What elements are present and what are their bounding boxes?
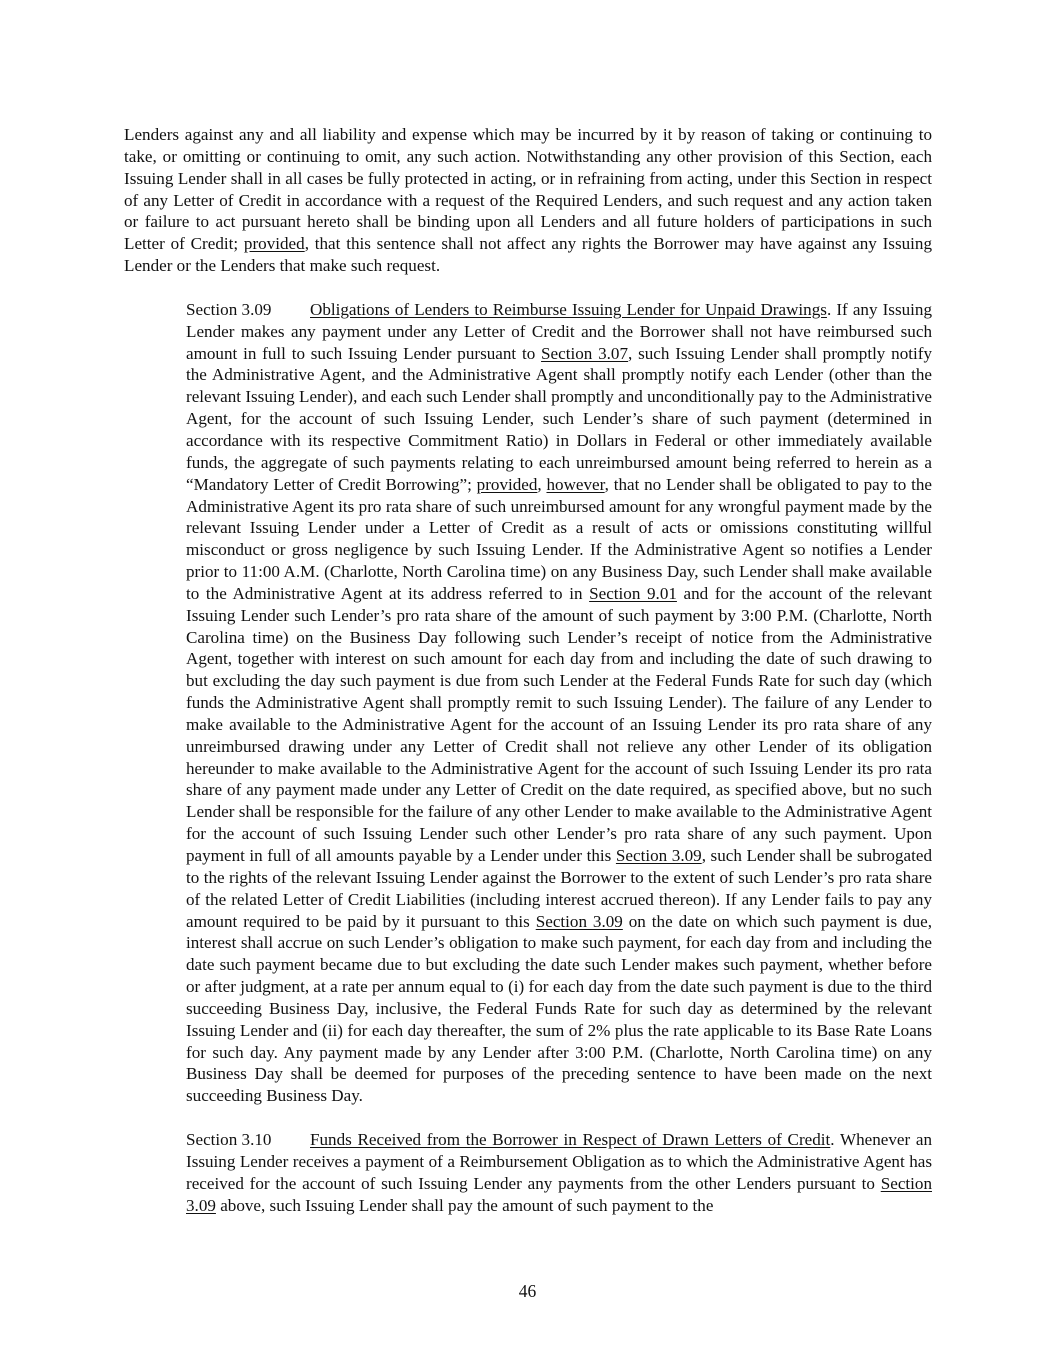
section-text: . Whenever an Issuing Lender receives a payment of a Reimbursement Obligation as to which the Administrative Agent has received for the account of such Issuing Lender any payments from the other Lenders pursuant to <box>186 1130 933 1193</box>
section-text: . If any Issuing Lender makes any payment under any Letter of Credit and the Borrower shall not have reimbursed such amount in full to such Issuing Lender pursuant to <box>186 299 932 363</box>
provided-term: provided <box>243 234 305 254</box>
section-heading: Funds Received from the Borrower in Respect of Drawn Letters of Credit <box>310 1130 831 1150</box>
cross-reference: Section 3.09 <box>615 846 702 865</box>
section-3-09 <box>124 299 932 1107</box>
document-page <box>124 124 932 1217</box>
section-text: , such Lender shall be subrogated to the rights of the relevant Issuing Lender against the Borrower to the extent of such Lender’s pro rata share of the related Letter of Credit Liabilities (including interest accrued thereon). If any Lender fails to pay any amount required to be paid by it pursuant to this <box>186 846 932 931</box>
cross-reference: Section 9.01 <box>589 583 677 603</box>
paragraph-gap <box>124 277 932 299</box>
section-text: on the date on which such payment is due, interest shall accrue on such Lender’s obligation to make such payment, for each day from and including the date such payment became due to but excluding the date such Lender makes such payment, whether before or after judgment, at a rate per annum equal to (i) for each day from the date such payment is due to the third succeeding Business Day, inclusive, the Federal Funds Rate for such day as determined by the relevant Issuing Lender and (ii) for each day thereafter, the sum of 2% plus the rate applicable to its Base Rate Loans for such day. Any payment made by any Lender after 3:00 P.M. (Charlotte, North Carolina time) on any Business Day shall be deemed for purposes of the preceding sentence to have been made on the next succeeding Business Day. <box>186 911 932 1106</box>
cross-reference: Section 3.09 <box>186 1173 932 1215</box>
paragraph-gap <box>124 1107 932 1129</box>
section-number: Section 3.10 <box>186 1130 272 1150</box>
section-heading: Obligations of Lenders to Reimburse Issuing Lender for Unpaid Drawings <box>310 299 827 319</box>
however-term: however <box>546 474 605 494</box>
section-text: , <box>537 474 547 494</box>
cross-reference: Section 3.07 <box>541 343 629 363</box>
section-3-10 <box>124 1129 932 1216</box>
paragraph-text: , that this sentence shall not affect any rights the Borrower may have against any Issuing Lender or the Lenders that make such request. <box>124 234 933 276</box>
section-text: above, such Issuing Lender shall pay the amount of such payment to the <box>215 1195 714 1215</box>
section-text: and for the account of the relevant Issuing Lender such Lender’s pro rata share of the amount of such payment by 3:00 P.M. (Charlotte, North Carolina time) on the Business Day following such Lender’s receipt of notice from the Administrative Agent, together with interest on such amount for each day from and including the date of such drawing to but excluding the day such payment is due from such Lender at the Federal Funds Rate for such day (which funds the Administrative Agent shall promptly remit to such Issuing Lender). The failure of any Lender to make available to the Administrative Agent for the account of an Issuing Lender its pro rata share of any unreimbursed drawing under any Letter of Credit shall not relieve any other Lender of its obligation hereunder to make available to the Administrative Agent for the account of such Issuing Lender its pro rata share of any payment made under any Letter of Credit on the date required, as specified above, but no such Lender shall be responsible for the failure of any other Lender to make available to the Administrative Agent for the account of such Issuing Lender such other Lender’s pro rata share of any such payment. Upon payment in full of all amounts payable by a Lender under this <box>186 583 932 865</box>
page-number: 46 <box>518 1281 537 1301</box>
cross-reference: Section 3.09 <box>535 911 623 931</box>
section-text: , that no Lender shall be obligated to pay to the Administrative Agent its pro rata share of such unreimbursed amount for any wrongful payment made by the relevant Issuing Lender under a Letter of Credit as a result of acts or omissions constituting willful misconduct or gross negligence by such Issuing Lender. If the Administrative Agent so notifies a Lender prior to 11:00 A.M. (Charlotte, North Carolina time) on any Business Day, such Lender shall make available to the Administrative Agent at its address referred to in <box>186 474 933 603</box>
section-text: , such Issuing Lender shall promptly notify the Administrative Agent, and the Administrative Agent shall promptly notify each Lender (other than the relevant Issuing Lender), and each such Lender shall promptly and unconditionally pay to the Administrative Agent, for the account of such Issuing Lender, such Lender’s share of such payment (determined in accordance with its respective Commitment Ratio) in Dollars in Federal or other immediately available funds, the aggregate of such payments relating to each unreimbursed amount being referred to herein as a “Mandatory Letter of Credit Borrowing”; <box>186 343 932 494</box>
paragraph-continued <box>124 124 932 277</box>
section-number: Section 3.09 <box>186 299 272 319</box>
paragraph-text: Lenders against any and all liability and expense which may be incurred by it by reason of taking or continuing to take, or omitting or continuing to omit, any such action. Notwithstanding any other provision of this Section, each Issuing Lender shall in all cases be fully protected in acting, or in refraining from acting, under this Section in respect of any Letter of Credit in accordance with a request of the Required Lenders, and such request and any action taken or failure to act pursuant hereto shall be binding upon all Lenders and all future holders of participations in such Letter of Credit; <box>124 125 932 254</box>
provided-term: provided <box>476 474 538 494</box>
